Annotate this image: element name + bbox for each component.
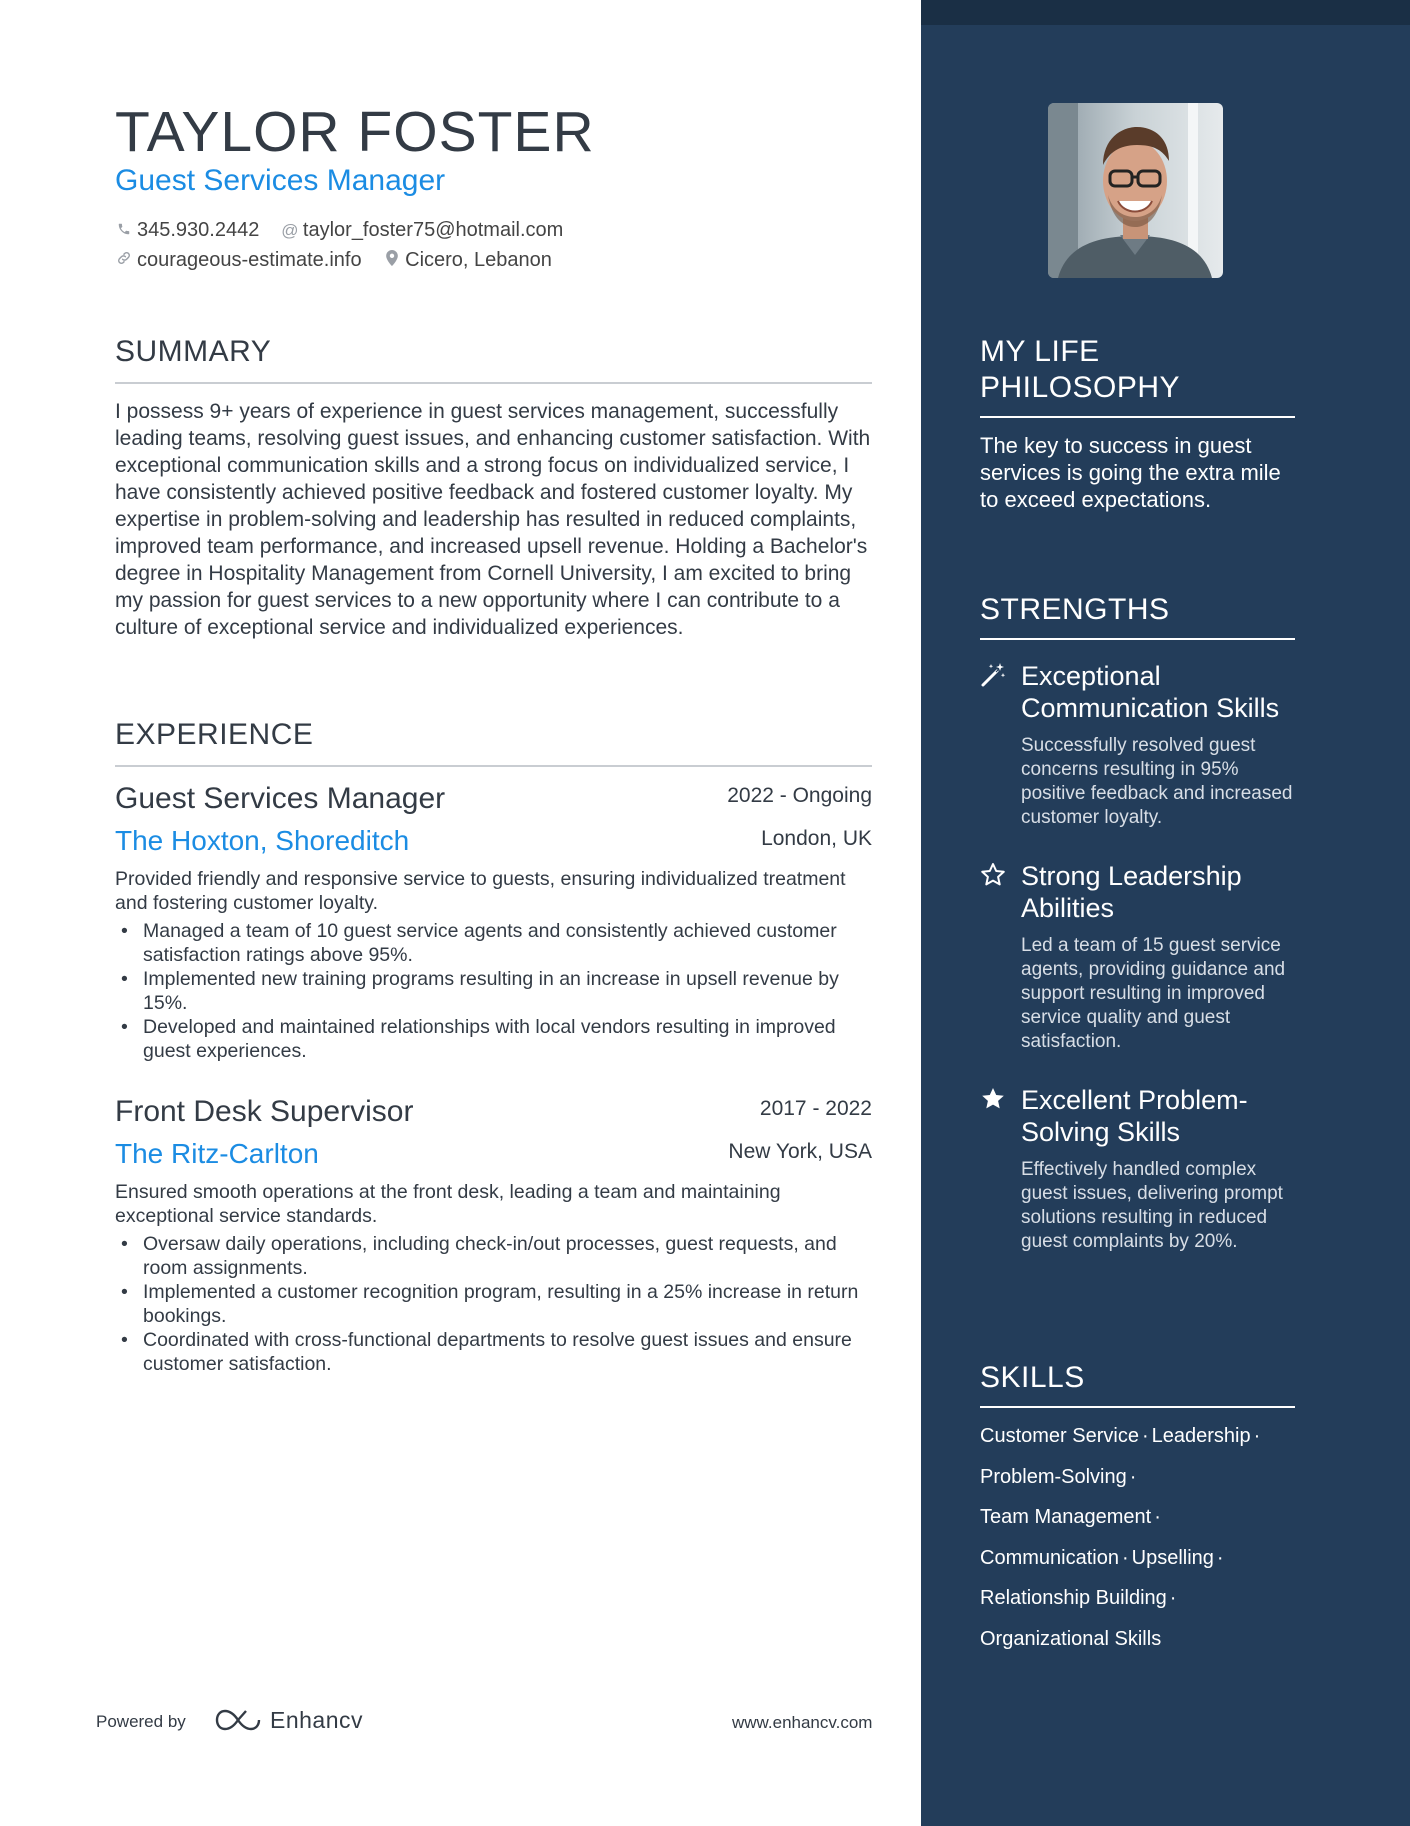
profile-photo (1048, 103, 1223, 278)
star-outline-icon (980, 862, 1006, 888)
strength-item (980, 660, 1295, 830)
skill-tag: Problem-Solving (980, 1465, 1127, 1488)
strength-item (980, 1084, 1295, 1254)
job-dates: 2017 - 2022 (759, 1097, 872, 1120)
strength-description: Effectively handled complex guest issues, delivering prompt solutions resulting in reduced guest complaints by 20%. (1021, 1159, 1283, 1252)
skill-line (980, 1627, 1295, 1668)
summary-heading: SUMMARY (115, 334, 872, 384)
skills-list (980, 1424, 1295, 1667)
strength-description: Successfully resolved guest concerns resulting in 95% positive feedback and increased customer loyalty. (1021, 735, 1293, 828)
job-entry (115, 1094, 872, 1376)
contact-website (115, 248, 362, 273)
experience-heading: EXPERIENCE (115, 717, 872, 767)
skills-section (980, 1360, 1295, 1667)
job-title: Front Desk Supervisor (115, 1095, 414, 1128)
skill-separator: · (1216, 1546, 1224, 1569)
skill-tag: Organizational Skills (980, 1627, 1162, 1650)
job-bullet: • Coordinated with cross-functional departments to resolve guest issues and ensure customer satisfaction. (115, 1328, 872, 1376)
skill-tag: Leadership (1151, 1425, 1251, 1447)
enhancv-logo[interactable] (214, 1706, 363, 1734)
footer-url[interactable]: www.enhancv.com (732, 1713, 873, 1732)
summary-text: I possess 9+ years of experience in guest services management, successfully leading teams, resolving guest issues, and enhancing customer satisfaction. With exceptional communication skills and a strong focus on individualized service, I have consistently achieved positive feedback and fostered customer loyalty. My expertise in problem-solving and leadership has resulted in reduced complaints, improved team performance, and increased upsell revenue. Holding a Bachelor's degree in Hospitality Management from Cornell University, I am excited to bring my passion for guest services to a new opportunity where I can contribute to a culture of exceptional service and individualized experiences. (115, 400, 871, 639)
job-bullet: • Implemented a customer recognition program, resulting in a 25% increase in return bookings. (115, 1280, 872, 1328)
email-text[interactable]: taylor_foster75@hotmail.com (302, 219, 564, 241)
job-bullet: • Managed a team of 10 guest service agents and consistently achieved customer satisfaction ratings above 95%. (115, 919, 872, 967)
website-text[interactable]: courageous-estimate.info (137, 249, 362, 271)
job-header (115, 1094, 872, 1180)
skill-separator: · (1169, 1587, 1177, 1609)
magic-wand-icon (980, 662, 1006, 688)
infinity-logo-icon (214, 1707, 262, 1733)
strength-title: Exceptional Communication Skills (1021, 661, 1280, 723)
skill-separator: · (1253, 1425, 1261, 1447)
skill-tag: Upselling (1131, 1546, 1214, 1569)
skill-line (980, 1505, 1295, 1546)
skill-line (980, 1465, 1295, 1506)
sidebar (921, 0, 1410, 1826)
job-entry (115, 781, 872, 1063)
strength-title: Excellent Problem-Solving Skills (1021, 1085, 1248, 1147)
skill-tag: Relationship Building (980, 1587, 1167, 1609)
skill-tag: Communication (980, 1546, 1119, 1569)
job-header (115, 781, 872, 867)
strengths-heading: STRENGTHS (980, 592, 1295, 640)
link-icon (115, 249, 133, 273)
job-bullets (115, 919, 872, 1063)
job-bullet: • Oversaw daily operations, including check-in/out processes, guest requests, and room assignments. (115, 1232, 872, 1280)
powered-by-text: Powered by (96, 1712, 186, 1731)
contact-phone (115, 218, 259, 243)
star-filled-icon (980, 1086, 1006, 1112)
skill-separator: · (1141, 1425, 1149, 1447)
job-title: Guest Services Manager (115, 782, 446, 815)
skills-heading: SKILLS (980, 1360, 1295, 1408)
strength-item (980, 860, 1295, 1054)
strength-description: Led a team of 15 guest service agents, providing guidance and support resulting in improved service quality and guest satisfaction. (1021, 935, 1286, 1052)
philosophy-text: The key to success in guest services is going the extra mile to exceed expectations. (980, 433, 1281, 512)
contact-location (383, 248, 552, 273)
location-text: Cicero, Lebanon (405, 249, 552, 271)
job-dates: 2022 - Ongoing (727, 784, 872, 807)
phone-icon (115, 219, 133, 243)
job-description: Provided friendly and responsive service to guests, ensuring individualized treatment and fostering customer loyalty. (115, 868, 846, 914)
skill-line (980, 1586, 1295, 1627)
skill-separator: · (1154, 1506, 1161, 1528)
job-description: Ensured smooth operations at the front desk, leading a team and maintaining exceptional service standards. (115, 1181, 781, 1227)
contact-row-2 (115, 248, 568, 273)
candidate-role: Guest Services Manager (115, 164, 446, 197)
job-bullet: • Implemented new training programs resulting in an increase in upsell revenue by 15%. (115, 967, 872, 1015)
candidate-name: TAYLOR FOSTER (115, 100, 595, 164)
philosophy-heading: MY LIFE PHILOSOPHY (980, 334, 1295, 418)
job-company: The Ritz-Carlton (115, 1138, 319, 1169)
job-bullets (115, 1232, 872, 1376)
skill-separator: · (1121, 1546, 1129, 1569)
strength-title: Strong Leadership Abilities (1021, 861, 1242, 923)
brand-name: Enhancv (270, 1706, 364, 1733)
sidebar-top-bar (921, 0, 1410, 25)
job-bullet: • Developed and maintained relationships with local vendors resulting in improved guest experiences. (115, 1015, 872, 1063)
skill-tag: Team Management (980, 1506, 1152, 1528)
skill-tag: Customer Service (980, 1425, 1139, 1447)
contact-email (281, 218, 563, 243)
at-icon: @ (281, 221, 299, 240)
job-location: New York, USA (728, 1140, 872, 1163)
job-company: The Hoxton, Shoreditch (115, 825, 410, 856)
job-location: London, UK (761, 827, 872, 850)
phone-text[interactable]: 345.930.2442 (137, 219, 260, 241)
skill-line (980, 1424, 1295, 1465)
skill-separator: · (1129, 1465, 1137, 1488)
strengths-section (980, 592, 1295, 1254)
map-pin-icon (383, 249, 401, 273)
skill-line (980, 1546, 1295, 1587)
contact-row-1 (115, 218, 579, 243)
philosophy-section (980, 334, 1295, 513)
